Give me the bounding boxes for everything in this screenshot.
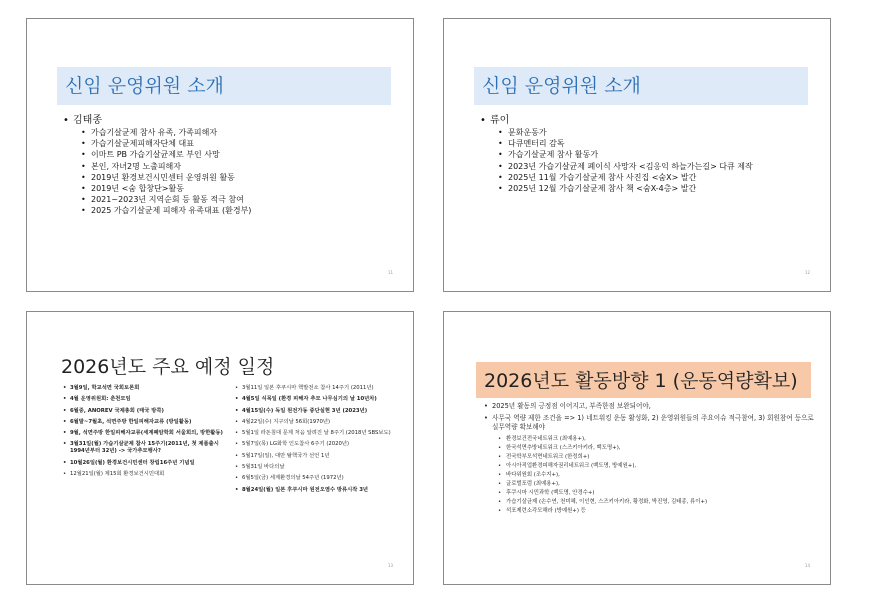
bullet-subitem: • 아시아직업환경피해자권리네트워크 (백도명, 방예원+),: [484, 462, 816, 471]
bullet-item: • 가습기살균제 참사 활동가: [480, 149, 816, 160]
bullet-subitem: • 환경보건전국네트워크 (최예용+),: [484, 435, 816, 444]
slide-thumbnail-1[interactable]: [26, 18, 414, 292]
schedule-item: • 4월22일(수) 지구의날 56회(1970년): [235, 419, 395, 426]
bullet-item: • 본인, 자녀2명 노출피해자: [63, 161, 399, 172]
schedule-item: • 8월24일(월) 일본 후쿠시마 원전오염수 방류시작 3년: [235, 487, 395, 494]
slide-title: 신임 운영위원 소개: [57, 67, 391, 105]
slide-title: 신임 운영위원 소개: [474, 67, 808, 105]
schedule-item: • 3월9일, 학교석면 국회토론회: [63, 385, 229, 392]
bullet-subitem: • 전국학부모석면네트워크 (한정희+): [484, 453, 816, 462]
slide-number: 11: [387, 270, 393, 275]
slide-thumbnail-2[interactable]: [443, 18, 831, 292]
bullet-point: • 2025년 활동의 긍정점 이어지고, 부족한점 보완되어야,: [484, 402, 816, 411]
bullet-item: • 2021~2023년 지역순회 등 활동 적극 참여: [63, 194, 399, 205]
slide-content: [63, 114, 399, 217]
schedule-item: • 3월31일(월) 가습기살균제 참사 15주기(2011년, 첫 제품출시1994년부터 32년) -> 국가추모행사?: [63, 441, 229, 455]
bullet-item: • 2019년 환경보건시민센터 운영위원 활동: [63, 172, 399, 183]
bullet-item: • 2025 가습기살균제 피해자 유족대표 (환경부): [63, 205, 399, 216]
slide-number: 12: [804, 270, 810, 275]
bullet-subitem: • 가습기살균제 (손수연, 천미혜, 이인현, 스즈키아키라, 황정화, 박진영, 김태종, 류이+): [484, 498, 816, 507]
schedule-left-column: [63, 385, 229, 482]
slide-thumbnail-3[interactable]: [26, 311, 414, 585]
schedule-item: • 5월17일(일), 대만 탈핵국가 선언 1년: [235, 453, 395, 460]
bullet-item: • 2023년 가습기살균제 폐이식 사망자 <김응익 하늘가는길> 다큐 제작: [480, 161, 816, 172]
schedule-item: • 5월1일 라돈침대 문제 처음 알려진 날 8주기 (2018년 SBS보도): [235, 430, 395, 437]
schedule-item: • 4월 운영위원회: 춘천모임: [63, 396, 229, 403]
bullet-item: • 다큐멘터리 감독: [480, 138, 816, 149]
schedule-item: • 10월26일(월) 환경보건시민센터 창립16주년 기념일: [63, 460, 229, 467]
slide-content: [480, 114, 816, 194]
bullet-subitem: • 글로벌포럼 (최예용+),: [484, 480, 816, 489]
slide-title: 2026년도 주요 예정 일정: [61, 356, 275, 378]
bullet-point: • 사무국 역량 제한 조건을 => 1) 네트워킹 운동 활성화, 2) 운영위원들의 주요이슈 적극참여, 3) 회원참여 등으로 실무역량 확보해야: [484, 414, 816, 432]
schedule-item: • 9월, 석면주방 한일피해자교류(세계폐암학회 서울회의, 방한활동): [63, 430, 229, 437]
schedule-item: • 6월중, ANOREV 국제총회 (태국 방콕): [63, 408, 229, 415]
bullet-subitem: • 석포제련소각모해라 (방예원+) 등: [484, 507, 816, 516]
bullet-name: • 김태종: [63, 114, 399, 127]
bullet-item: • 가습기살균제피해자단체 대표: [63, 138, 399, 149]
schedule-item: • 12월21일(월) 제15회 환경보건시민대회: [63, 471, 229, 478]
slide-title: 2026년도 활동방향 1 (운동역량확보): [476, 362, 811, 398]
bullet-item: • 문화운동가: [480, 127, 816, 138]
schedule-item: • 4월15일(수) 독일 원전가동 중단실현 3년 (2023년): [235, 408, 395, 415]
bullet-item: • 2025년 11월 가습기살균제 참사 사진집 <숨X> 발간: [480, 172, 816, 183]
bullet-item: • 이마트 PB 가습기살균제로 부인 사망: [63, 149, 399, 160]
slide-number: 14: [804, 563, 810, 568]
schedule-item: • 5월7일(목) LG화학 인도참사 6주기 (2020년): [235, 441, 395, 448]
bullet-item: • 2019년 <숨 합창단>활동: [63, 183, 399, 194]
bullet-subitem: • 한국석면추방네트워크 (스즈키아키라, 백도명+),: [484, 444, 816, 453]
schedule-item: • 5월31일 바다의날: [235, 464, 395, 471]
bullet-item: • 가습기살균제 참사 유족, 가족피해자: [63, 127, 399, 138]
schedule-item: • 4월5일 식목일 (환경 피해자 추모 나무심기의 날 10년차): [235, 396, 395, 403]
slide-number: 13: [387, 563, 393, 568]
bullet-subitem: • 후쿠시마 시민과학 (백도명, 안경수+): [484, 489, 816, 498]
bullet-subitem: • 바다위원회 (조수지+),: [484, 471, 816, 480]
schedule-item: • 6월말~7월초, 석면주방 한일피해자교류 (방일활동): [63, 419, 229, 426]
bullet-item: • 2025년 12월 가습기살균제 참사 책 <숨X-4층> 발간: [480, 183, 816, 194]
schedule-item: • 3월11일 일본 후쿠시마 핵발전소 참사 14주기 (2011년): [235, 385, 395, 392]
slide-content: [484, 402, 816, 516]
bullet-name: • 류이: [480, 114, 816, 127]
slide-thumbnail-4[interactable]: [443, 311, 831, 585]
schedule-right-column: [235, 385, 395, 498]
schedule-item: • 6월5일(금) 세계환경의날 54주년 (1972년): [235, 475, 395, 482]
